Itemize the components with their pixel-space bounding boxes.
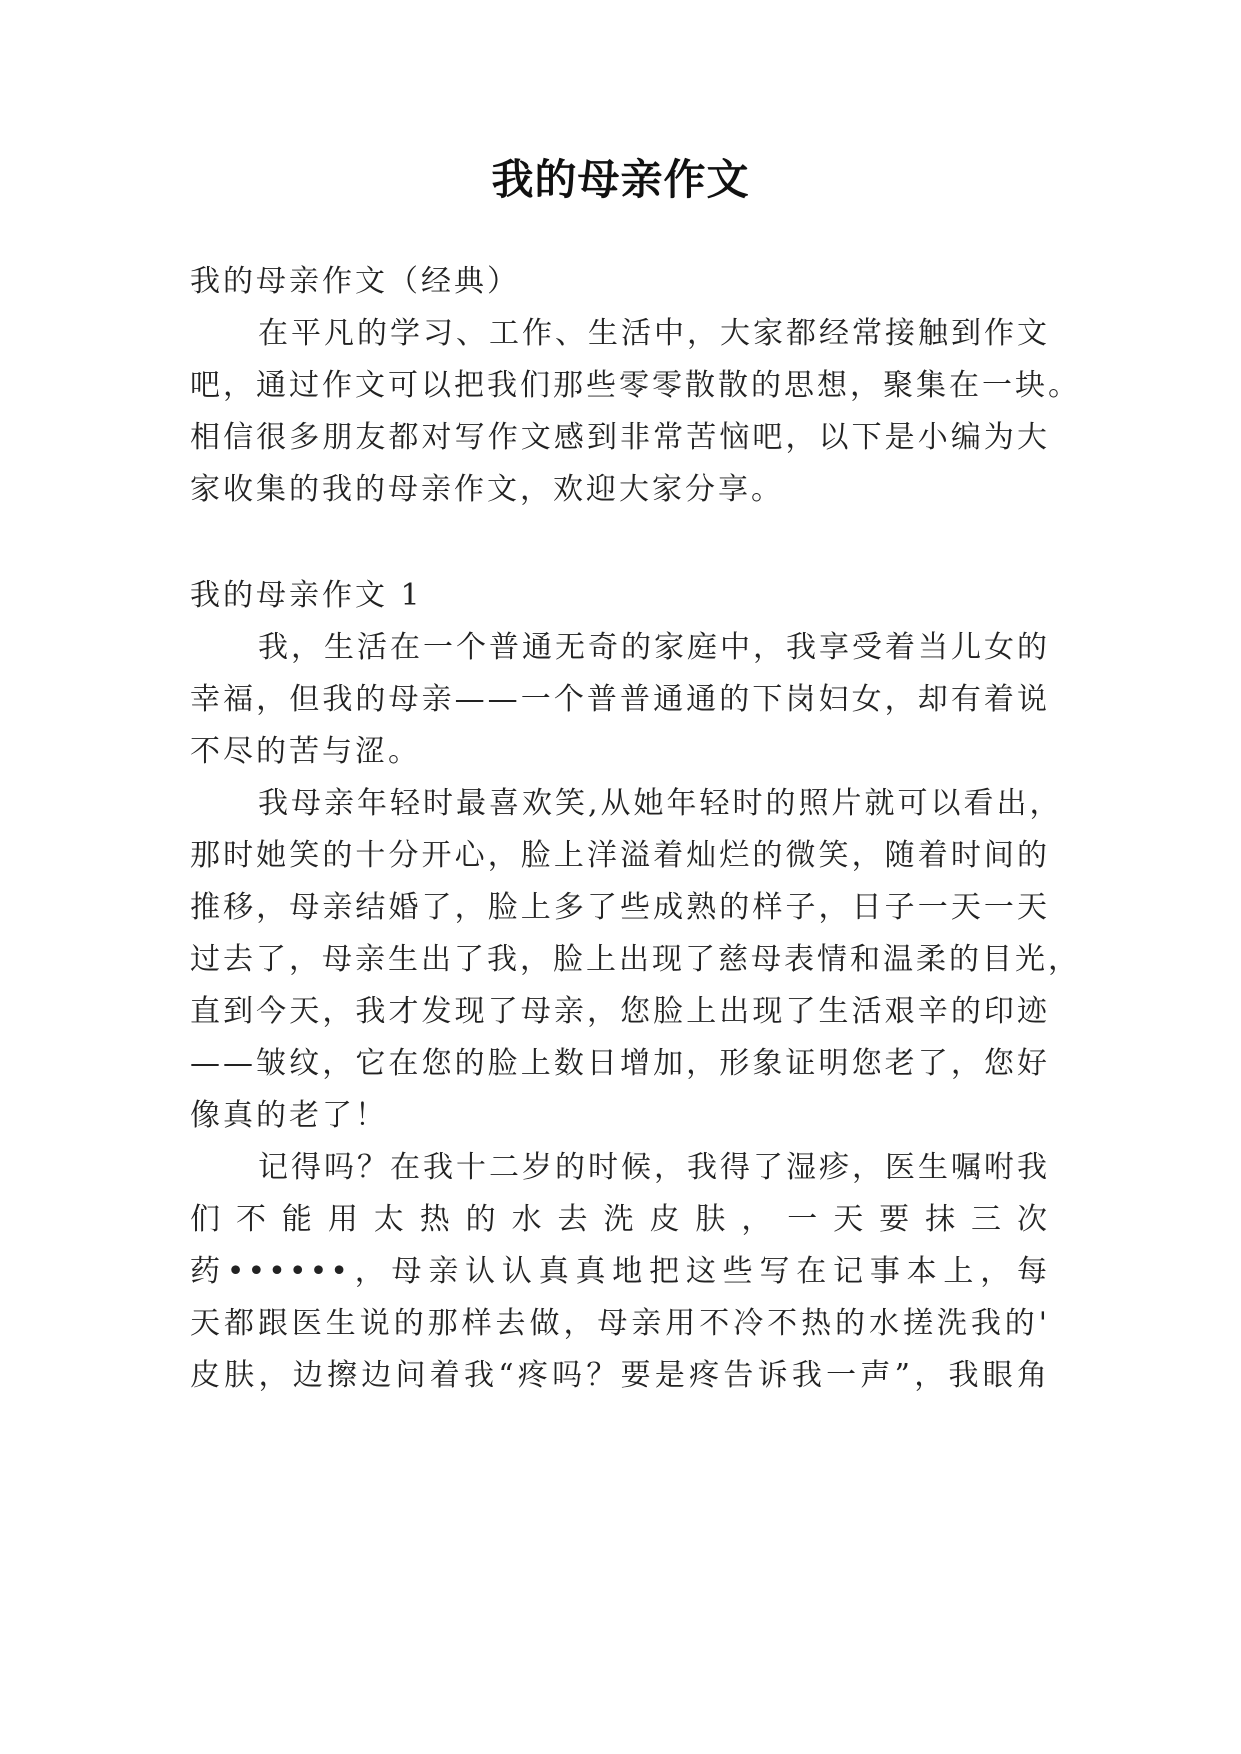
intro-line: 相信很多朋友都对写作文感到非常苦恼吧，以下是小编为大 — [190, 420, 1050, 455]
document-subtitle: 我的母亲作文（经典） — [190, 264, 520, 299]
intro-line: 吧，通过作文可以把我们那些零零散散的思想，聚集在一块。 — [190, 368, 1081, 403]
paragraph-line: 那时她笑的十分开心，脸上洋溢着灿烂的微笑，随着时间的 — [190, 838, 1050, 873]
paragraph-line: 直到今天，我才发现了母亲，您脸上出现了生活艰辛的印迹 — [190, 994, 1050, 1029]
intro-line: 家收集的我的母亲作文，欢迎大家分享。 — [190, 472, 784, 507]
paragraph-line: 不尽的苦与涩。 — [190, 734, 421, 769]
paragraph-line: 过去了，母亲生出了我，脸上出现了慈母表情和温柔的目光， — [190, 942, 1081, 977]
document-title: 我的母亲作文 — [491, 155, 750, 204]
paragraph-line: 们 不 能 用 太 热 的 水 去 洗 皮 肤 ， 一 天 要 抹 三 次 — [190, 1202, 1050, 1237]
paragraph-line: 记得吗？在我十二岁的时候，我得了湿疹，医生嘱咐我 — [258, 1150, 1050, 1185]
paragraph-line: 我母亲年轻时最喜欢笑,从她年轻时的照片就可以看出， — [258, 786, 1063, 821]
paragraph-line: 推移，母亲结婚了，脸上多了些成熟的样子，日子一天一天 — [190, 890, 1050, 925]
paragraph-line: 像真的老了！ — [190, 1098, 388, 1133]
paragraph-line: ——皱纹，它在您的脸上数日增加，形象证明您老了，您好 — [190, 1046, 1050, 1081]
intro-line: 在平凡的学习、工作、生活中，大家都经常接触到作文 — [258, 316, 1050, 351]
paragraph-line: 我，生活在一个普通无奇的家庭中，我享受着当儿女的 — [258, 630, 1050, 665]
paragraph-line: 天都跟医生说的那样去做，母亲用不冷不热的水搓洗我的' — [190, 1306, 1050, 1341]
paragraph-line: 皮肤，边擦边问着我“疼吗？要是疼告诉我一声”，我眼角 — [190, 1358, 1050, 1393]
section-heading: 我的母亲作文 1 — [190, 578, 423, 613]
paragraph-line: 药••••••，母亲认认真真地把这些写在记事本上，每 — [190, 1254, 1050, 1289]
paragraph-line: 幸福，但我的母亲——一个普普通通的下岗妇女，却有着说 — [190, 682, 1050, 717]
